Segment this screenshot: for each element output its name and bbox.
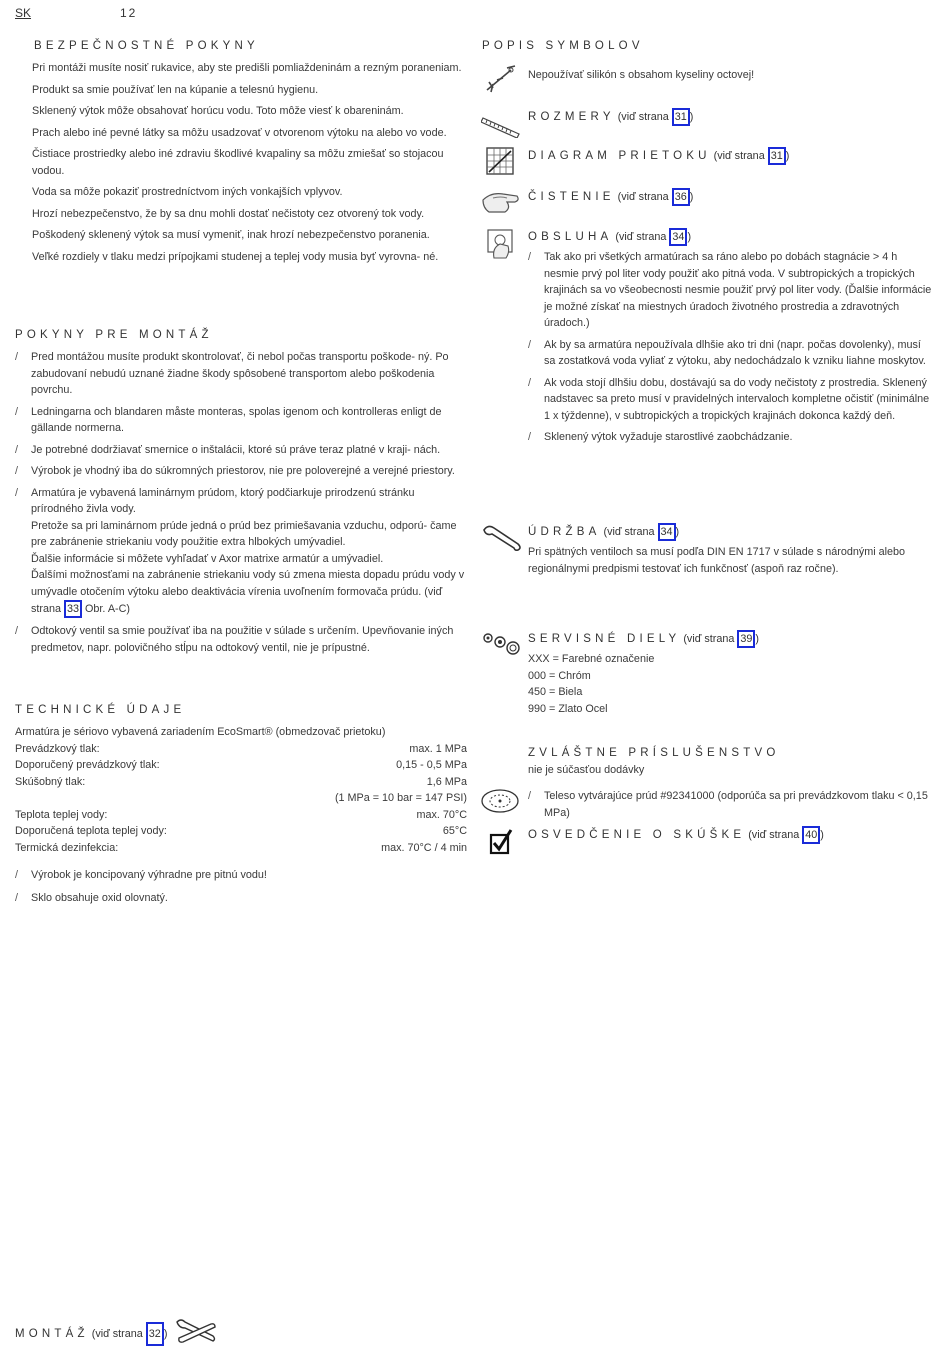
parts-row [528,630,938,648]
safety-list [32,60,467,270]
tech-value: max. 70°C / 4 min [381,841,467,854]
page-link-34b[interactable]: 34 [658,523,676,541]
assembly-ref: (viď strana [91,1328,143,1340]
maintenance-ref: (viď strana [603,526,655,538]
tech-table [15,724,467,856]
accessories-label: ZVLÁŠTNE PRÍSLUŠENSTVO [528,747,780,759]
operation-label: OBSLUHA [528,231,613,243]
tech-label: Teplota teplej vody: [15,808,108,821]
mount-note-item: / Je potrebné dodržiavať smernice o inštalácii, ktoré sú práve teraz platné v kraji- nách. [15,442,467,459]
parts-code: 990 = Zlato Ocel [528,702,608,715]
safety-item: Sklenený výtok môže obsahovať horúcu vodu. Toto môže viesť k obareninám. [32,105,404,117]
operation-row [528,228,938,246]
ref-close: ) [675,526,680,538]
cleaning-label: ČISTENIE [528,191,615,203]
safety-item: Voda sa môže pokaziť prostredníctvom iných vonkajších vplyvov. [32,186,343,198]
tech-value: max. 70°C [416,808,467,821]
maintenance-text: Pri spätných ventiloch sa musí podľa DIN EN 1717 v súlade s národnými alebo regionálnymi predpismi testovať ich funkčnosť (aspoň raz ročne). [528,546,906,575]
parts-codes [528,651,938,717]
safety-item: Produkt sa smie používať len na kúpanie a telesnú hygienu. [32,83,319,96]
checkbox-certificate-icon [489,828,513,856]
tech-note: / Sklo obsahuje oxid olovnatý. [15,890,467,907]
mount-note-item: / Výrobok je vhodný iba do súkromných priestorov, nie pre poloverejné a verejné priestory. [15,463,467,480]
tech-row [15,757,467,774]
operation-ref: (viď strana [615,231,667,243]
operation-item: / Ak by sa armatúra nepoužívala dlhšie ako tri dni (napr. počas dovolenky), musí sa zostatková voda vyliať z výtoku, aby nedochádzalo k vzniku liahne moskytov. [528,337,933,370]
assembly-close: ) [163,1328,168,1340]
safety-item: Poškodený sklenený výtok sa musí vymeniť, inak hrozí nebezpečenstvo poranenia. [32,229,430,241]
laminar-line: / Armatúra je vybavená laminárnym prúdom, ktorý podčiarkuje prirodzenú stránku prírodného živla vody. [31,486,415,515]
maintenance-row [528,523,938,541]
certificate-ref: (viď strana [748,829,800,841]
mount-notes-title: POKYNY PRE MONTÁŽ [15,329,213,341]
mount-note-item: / Pred montážou musíte produkt skontrolovať, či nebol počas transportu poškode- ný. Po zabudovaní nebudú uznané žiadne škody spôsobené transportom alebo poškodenia povrchu. [15,349,467,399]
symbols-title: POPIS SYMBOLOV [482,40,644,52]
mount-note-item: / Ledningarna och blandaren måste monteras, spolas igenom och kontrolleras enligt de gällande normerna. [15,404,467,437]
wrench-icon [482,524,522,552]
maintenance-label: ÚDRŽBA [528,526,601,538]
safety-item: Veľké rozdiely v tlaku medzi prípojkami studenej a teplej vody musia byť vyrovna- né. [32,250,439,263]
tech-value: (1 MPa = 10 bar = 147 PSI) [334,792,467,804]
assembly-row [15,1322,167,1346]
laminar-ref-prefix: (viď strana [31,585,443,615]
mount-notes-list [15,349,467,656]
safety-item: Pri montáži musíte nosiť rukavice, aby ste predišli pomliaždeninám a rezným poraneniam. [32,62,462,74]
tech-value: 1,6 MPa [426,775,467,788]
tech-row [15,790,467,807]
tech-notes [15,867,467,906]
page-number: 12 [120,6,138,20]
mount-note-laminar [15,485,467,619]
parts-code: 450 = Biela [528,686,583,698]
safety-item: Hrozí nebezpečenstvo, že by sa dnu mohli dostať nečistoty cez otvorený tok vody. [32,207,425,220]
tech-value: 0,15 - 0,5 MPa [396,759,467,771]
operation-item: / Ak voda stojí dlhšiu dobu, dostávajú sa do vody nečistoty z prostredia. Sklenený nadstavec sa preto musí v pravidelných intervaloch kompletne očistiť (minimálne 1 x týždenne), v subtropických a tropických krajinách dokonca každý deň. [528,375,933,425]
accessories-list [528,788,928,821]
dimensions-row [528,108,938,126]
safety-item: Prach alebo iné pevné látky sa môžu usadzovať v otvorenom výtoku na alebo vo vode. [32,126,447,139]
flow-row [528,147,938,165]
tech-label: Prevádzkový tlak: [15,742,100,755]
cleaning-ref: (viď strana [617,191,669,203]
tech-row [15,823,467,840]
mount-note-item: / Odtokový ventil sa smie používať iba na použitie v súlade s určením. Upevňovanie iných predmetov, napr. polovičného stĺpu na odtokový ventil, nie je prípustné. [15,623,467,656]
tech-label: Termická dezinfekcia: [15,841,119,854]
operation-hand-icon [484,228,518,260]
page-link-40[interactable]: 40 [802,826,820,844]
tech-value: max. 1 MPa [409,742,467,755]
dimensions-label: ROZMERY [528,111,615,123]
tech-note: / Výrobok je koncipovaný výhradne pre pitnú vodu! [15,867,467,884]
operation-item: / Sklenený výtok vyžaduje starostlivé zaobchádzanie. [528,429,933,446]
service-parts-icon [482,630,522,658]
parts-label: SERVISNÉ DIELY [528,633,681,645]
tech-row [15,774,467,791]
page-link-39[interactable]: 39 [737,630,755,648]
flow-ref: (viď strana [713,150,765,162]
page-link-34[interactable]: 34 [669,228,687,246]
ref-close: ) [755,633,759,645]
parts-code: 000 = Chróm [528,669,591,682]
tools-icon [175,1318,217,1344]
laminar-line [31,567,467,618]
accessories-sub: nie je súčasťou dodávky [528,764,645,776]
page-link-31[interactable]: 31 [672,108,690,126]
parts-code: XXX = Farebné označenie [528,653,655,665]
safety-item: Čistiace prostriedky alebo iné zdraviu škodlivé kvapaliny sa môžu zmiešať so stojacou vodou. [32,148,444,177]
silicone-warning: Nepoužívať silikón s obsahom kyseliny octovej! [528,69,755,81]
cleaning-hand-icon [481,186,521,216]
page-link-36[interactable]: 36 [672,188,690,206]
ref-close: ) [689,191,694,203]
ref-close: ) [785,150,790,162]
page-link-31b[interactable]: 31 [768,147,786,165]
dimensions-ref: (viď strana [617,111,669,123]
tech-label: Skúšobný tlak: [15,775,86,788]
language-code: SK [15,6,32,20]
laminar-line: Pretože sa pri laminárnom prúde jedná o prúd bez primiešavania vzduchu, odporú- čame pre zabránenie striekaniu vody použitie extra hlbokých umývadiel. [31,519,457,548]
laminar-ref-suffix: Obr. A-C) [85,603,131,615]
laminar-line: Ďalšie informácie si môžete vyhľadať v Axor matrixe armatúr a umývadiel. [31,552,384,565]
operation-list [528,249,933,446]
tech-title: TECHNICKÉ ÚDAJE [15,704,186,716]
tech-label: Doporučený prevádzkový tlak: [15,759,160,771]
assembly-label: MONTÁŽ [15,1328,89,1340]
operation-item: / Tak ako pri všetkých armatúrach sa ráno alebo po dobách stagnácie > 4 h nesmie prvý pol liter vody použiť ako pitná voda. V subtropických a tropických krajinách sa vo všeobecnosti nesmie použiť prvý pol liter vody. (Ďalšie informácie je možné získať na miestnych úradoch životného prostredia a zdravotných úradoch.) [528,249,933,332]
tech-row [15,741,467,758]
flow-regulator-icon [480,787,520,815]
ref-close: ) [820,829,824,841]
parts-ref: (viď strana [683,633,735,645]
accessories-item: / Teleso vytvárajúce prúd #92341000 (odporúča sa pri prevádzkovom tlaku < 0,15 MPa) [528,788,928,821]
certificate-label: OSVEDČENIE O SKÚŠKE [528,829,746,841]
cleaning-row [528,188,938,206]
tech-value: 65°C [442,825,467,837]
ruler-icon [481,108,521,138]
safety-title: BEZPEČNOSTNÉ POKYNY [34,40,259,52]
tech-row [15,807,467,824]
flow-label: DIAGRAM PRIETOKU [528,150,711,162]
silicone-gun-icon [483,64,517,94]
flow-diagram-icon [486,147,514,175]
page-link-32[interactable]: 32 [146,1322,164,1346]
tech-row [15,840,467,857]
page-link-33[interactable]: 33 [64,600,82,618]
ref-close: ) [689,111,694,123]
certificate-row [528,826,938,844]
ref-close: ) [687,231,692,243]
tech-label: Doporučená teplota teplej vody: [15,825,167,837]
laminar-text: Ďalšími možnosťami na zabránenie striekaniu vody sú zmena miesta dopadu prúdu vody v umývadle otočením výtoku alebo deaktivácia vírenia uvoľnením formovača prúdu. [31,569,465,598]
tech-intro: Armatúra je sériovo vybavená zariadením EcoSmart® (obmedzovač prietoku) [15,726,386,738]
